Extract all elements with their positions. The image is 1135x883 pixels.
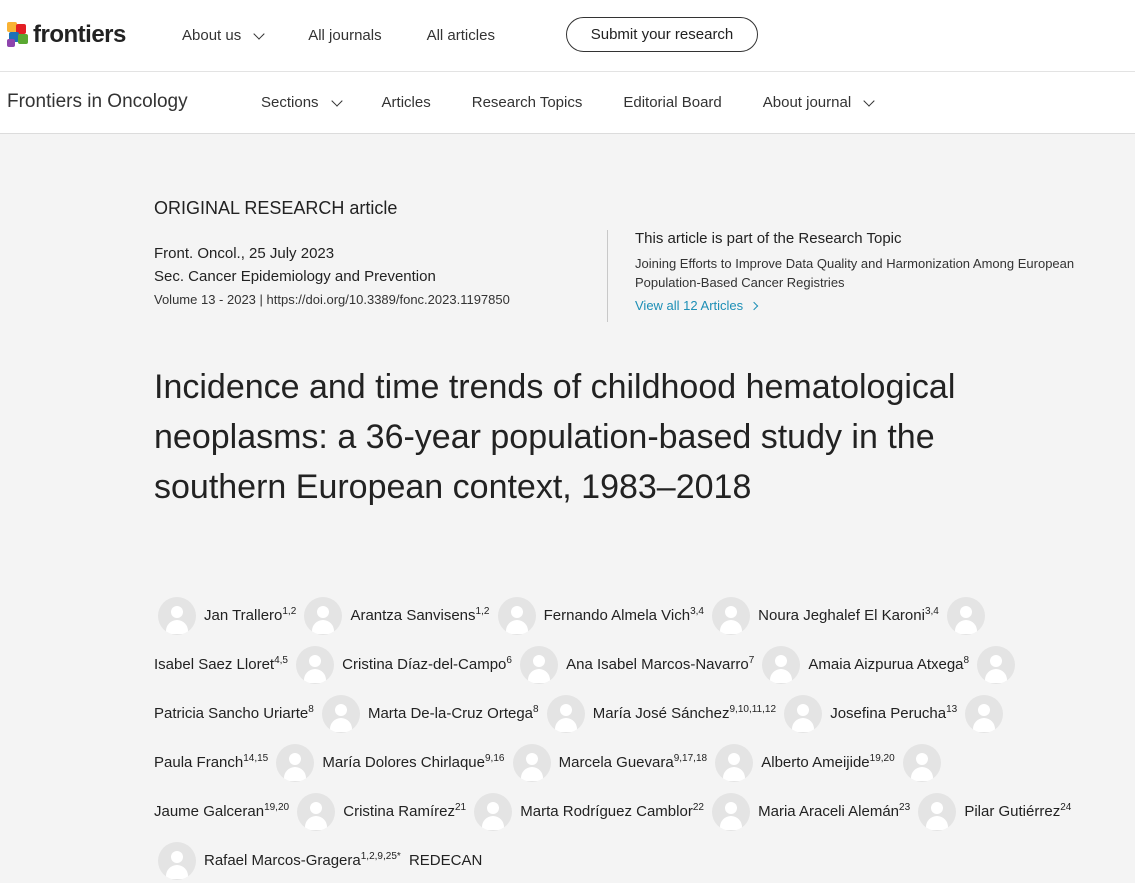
author-affiliation: 6 (506, 655, 512, 666)
author-affiliation: 9,16 (485, 753, 505, 764)
journal-nav-label: Articles (381, 94, 431, 111)
author-avatar[interactable] (520, 646, 558, 684)
logo-text: frontiers (33, 21, 126, 48)
author-affiliation: 23 (899, 802, 911, 813)
author-name[interactable]: Pilar Gutiérrez$^{24}$ (964, 802, 1072, 820)
author-affiliation: 3,4 (924, 606, 939, 617)
journal-nav-articles[interactable] (382, 94, 431, 111)
author-affiliation: 8 (533, 704, 539, 715)
view-all-articles-link[interactable] (635, 298, 1075, 313)
author-affiliation: 1,2 (282, 606, 297, 617)
author-name[interactable]: Maria Araceli Alemán$^{23}$ (758, 802, 911, 820)
author-name[interactable]: Marta Rodríguez Camblor$^{22}$ (520, 802, 704, 820)
author-affiliation: 24 (1060, 802, 1072, 813)
submit-research-button[interactable]: Submit your research (566, 17, 758, 52)
author-name[interactable]: Jaume Galceran$^{19,20}$ (154, 802, 290, 820)
author-affiliation: 22 (692, 802, 704, 813)
author-avatar[interactable] (322, 695, 360, 733)
frontiers-logo-icon (7, 22, 29, 48)
author-avatar[interactable] (547, 695, 585, 733)
author-name[interactable]: Marta De-la-Cruz Ortega$^8$ (367, 704, 539, 722)
author-affiliation: 13 (946, 704, 958, 715)
author-name[interactable]: Jan Trallero$^{1,2}$ (204, 606, 297, 624)
author-avatar[interactable] (513, 744, 551, 782)
author-affiliation: 9,17,18 (673, 753, 708, 764)
journal-nav-label: Research Topics (471, 94, 583, 111)
author-avatar[interactable] (498, 597, 536, 635)
author-avatar[interactable] (158, 597, 196, 635)
journal-nav (261, 72, 914, 133)
author-affiliation: 1,2 (475, 606, 490, 617)
author-name[interactable]: Alberto Ameijide$^{19,20}$ (761, 753, 895, 771)
author-avatar[interactable] (947, 597, 985, 635)
journal-nav-about-journal[interactable] (763, 94, 873, 111)
author-name[interactable]: Noura Jeghalef El Karoni$^{3,4}$ (758, 606, 939, 624)
chevron-right-icon (750, 301, 758, 309)
chevron-down-icon (863, 95, 874, 106)
chevron-down-icon (331, 95, 342, 106)
author-name[interactable]: Fernando Almela Vich$^{3,4}$ (543, 606, 704, 624)
article-type: ORIGINAL RESEARCH article (154, 198, 398, 218)
site-header (0, 0, 1135, 72)
frontiers-logo[interactable] (7, 21, 126, 49)
author-avatar[interactable] (296, 646, 334, 684)
author-name[interactable]: Patricia Sancho Uriarte$^8$ (154, 704, 314, 722)
author-avatar[interactable] (474, 793, 512, 831)
top-nav (182, 0, 540, 71)
view-all-label: View all 12 Articles (635, 298, 744, 313)
author-name[interactable]: Isabel Saez Lloret$^{4,5}$ (154, 655, 288, 673)
author-affiliation: 3,4 (690, 606, 704, 617)
journal-nav-label: Editorial Board (623, 94, 722, 111)
author-avatar[interactable] (977, 646, 1015, 684)
author-name[interactable]: Cristina Ramírez$^{21}$ (343, 802, 467, 820)
author-affiliation: 21 (454, 802, 467, 813)
author-name[interactable]: Ana Isabel Marcos-Navarro$^7$ (566, 655, 755, 673)
author-avatar[interactable] (297, 793, 335, 831)
journal-nav-label: Sections (261, 94, 319, 111)
author-affiliation: 7 (748, 655, 755, 666)
author-affiliation: 14,15 (243, 753, 269, 764)
author-avatar[interactable] (715, 744, 753, 782)
journal-nav-research-topics[interactable] (472, 94, 583, 111)
group-author: REDECAN (408, 852, 483, 869)
chevron-down-icon (254, 28, 265, 39)
author-affiliation: 8 (963, 655, 970, 666)
author-affiliation: 19,20 (264, 802, 290, 813)
author-name[interactable]: Arantza Sanvisens$^{1,2}$ (350, 606, 490, 624)
author-affiliation: 19,20 (869, 753, 895, 764)
section-link[interactable]: Sec. Cancer Epidemiology and Prevention (154, 268, 436, 285)
author-name[interactable]: Amaia Aizpurua Atxega$^8$ (808, 655, 970, 673)
author-name[interactable]: Rafael Marcos-Gragera$^{1,2,9,25*}$ (204, 851, 401, 869)
author-avatar[interactable] (276, 744, 314, 782)
research-topic-box (635, 230, 1075, 313)
author-name[interactable]: Marcela Guevara$^{9,17,18}$ (558, 753, 708, 771)
author-list (154, 589, 1074, 883)
journal-bar (0, 72, 1135, 134)
author-affiliation: 1,2,9,25* (360, 851, 401, 862)
author-avatar[interactable] (762, 646, 800, 684)
nav-all-journals[interactable] (308, 27, 381, 44)
journal-nav-sections[interactable] (261, 94, 341, 111)
journal-nav-label: About journal (762, 94, 852, 111)
author-avatar[interactable] (304, 597, 342, 635)
article-meta (154, 242, 510, 311)
research-topic-heading: This article is part of the Research Topic (635, 230, 902, 247)
nav-label: All journals (308, 27, 382, 44)
author-affiliation: 8 (308, 704, 314, 715)
research-topic-title[interactable]: Joining Efforts to Improve Data Quality and Harmonization Among European Population-Based Cancer Registries (635, 256, 1075, 290)
journal-nav-editorial-board[interactable] (623, 94, 721, 111)
article-title: Incidence and time trends of childhood hematological neoplasms: a 36-year population-based study in the southern European context, 1983–2018 (154, 368, 956, 506)
author-name[interactable]: María Dolores Chirlaque$^{9,16}$ (322, 753, 505, 771)
author-affiliation: 4,5 (274, 655, 288, 666)
author-avatar[interactable] (903, 744, 941, 782)
author-avatar[interactable] (918, 793, 956, 831)
nav-all-articles[interactable] (427, 27, 495, 44)
divider (607, 230, 608, 322)
volume-doi[interactable]: Volume 13 - 2023 | https://doi.org/10.3389/fonc.2023.1197850 (154, 292, 510, 307)
citation: Front. Oncol., 25 July 2023 (154, 245, 335, 262)
author-affiliation: 9,10,11,12 (729, 704, 777, 715)
author-name[interactable]: Josefina Perucha$^{13}$ (830, 704, 958, 722)
author-avatar[interactable] (712, 793, 750, 831)
author-name[interactable]: María José Sánchez$^{9,10,11,12}$ (592, 704, 777, 722)
author-avatar[interactable] (158, 842, 196, 880)
nav-label: About us (182, 27, 242, 44)
author-name[interactable]: Cristina Díaz-del-Campo$^6$ (342, 655, 512, 673)
nav-label: All articles (426, 27, 495, 44)
journal-name[interactable]: Frontiers in Oncology (7, 91, 188, 112)
author-avatar[interactable] (712, 597, 750, 635)
author-name[interactable]: Paula Franch$^{14,15}$ (154, 753, 269, 771)
author-avatar[interactable] (965, 695, 1003, 733)
author-avatar[interactable] (784, 695, 822, 733)
nav-about-us[interactable] (182, 27, 263, 44)
